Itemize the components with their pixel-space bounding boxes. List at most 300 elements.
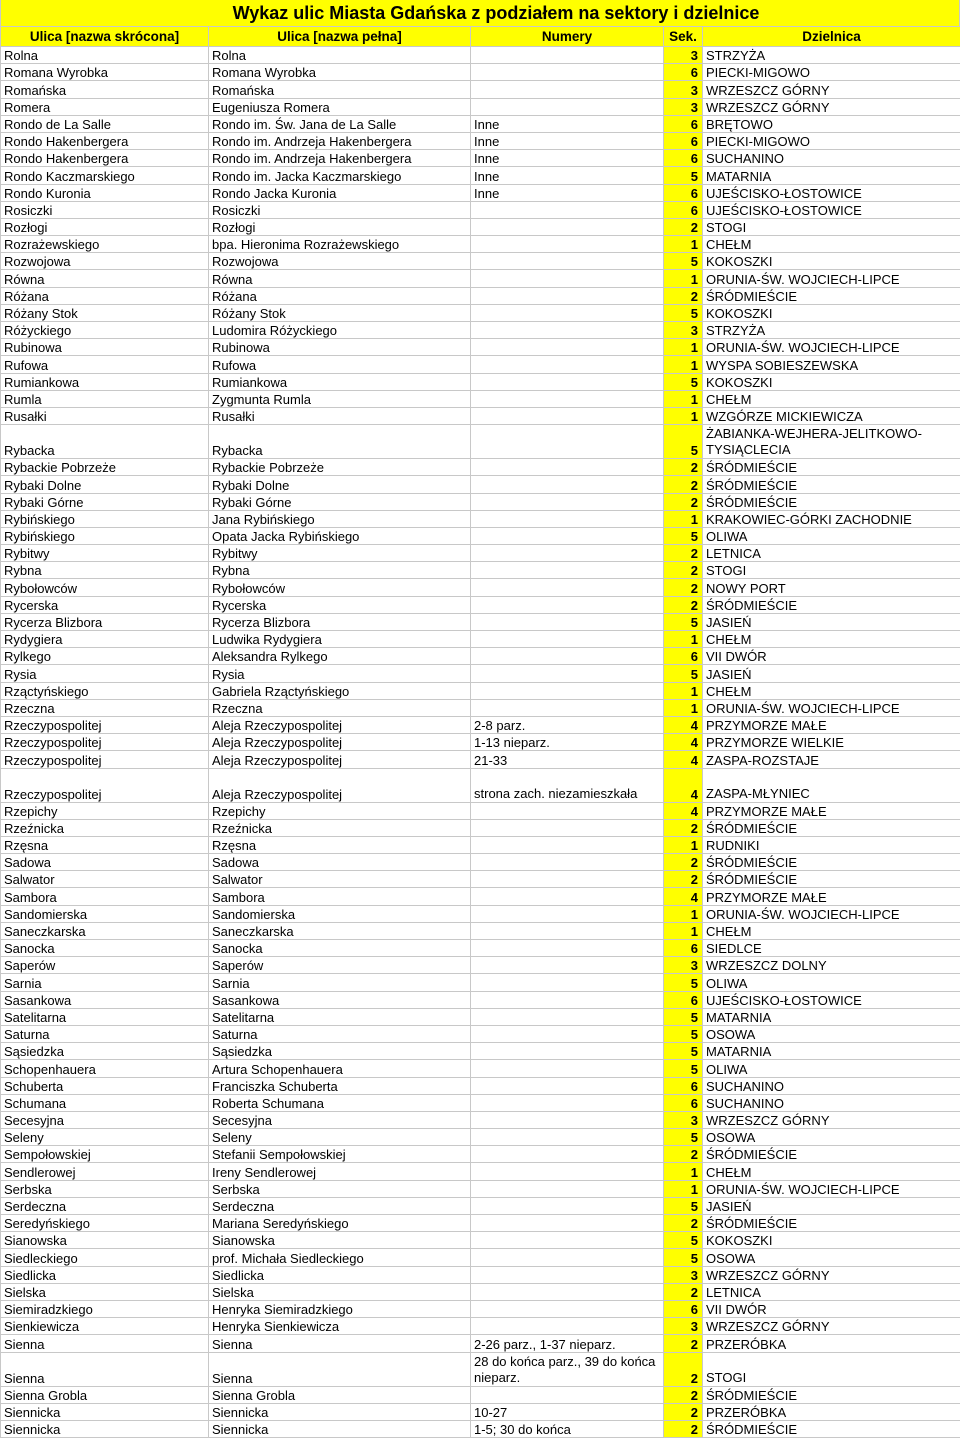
full-name-cell: Sielska [209, 1283, 471, 1300]
district-cell: KOKOSZKI [703, 1232, 960, 1249]
sector-cell: 5 [664, 613, 703, 630]
table-row [1, 1008, 960, 1025]
district-cell: JASIEŃ [703, 1197, 960, 1214]
short-name-cell: Sianowska [1, 1232, 209, 1249]
full-name-cell: Sarnia [209, 974, 471, 991]
table-row [1, 957, 960, 974]
short-name-cell: Sienna Grobla [1, 1386, 209, 1403]
table-row [1, 665, 960, 682]
numbers-cell [471, 1215, 664, 1232]
district-cell: PRZYMORZE MAŁE [703, 802, 960, 819]
short-name-cell: Sempołowskiej [1, 1146, 209, 1163]
full-name-cell: Rybaki Dolne [209, 476, 471, 493]
numbers-cell: Inne [471, 115, 664, 132]
sector-cell: 2 [664, 493, 703, 510]
full-name-cell: Siedlicka [209, 1266, 471, 1283]
full-name-cell: Sąsiedzka [209, 1043, 471, 1060]
sector-cell: 5 [664, 425, 703, 459]
short-name-cell: Rumiankowa [1, 373, 209, 390]
table-row [1, 768, 960, 802]
header-row [1, 27, 960, 47]
table-row [1, 47, 960, 64]
short-name-cell: Różana [1, 287, 209, 304]
numbers-cell [471, 1094, 664, 1111]
district-cell: ŚRÓDMIEŚCIE [703, 1386, 960, 1403]
table-row [1, 854, 960, 871]
numbers-cell [471, 1025, 664, 1042]
numbers-cell [471, 201, 664, 218]
full-name-cell: Równa [209, 270, 471, 287]
table-row [1, 1163, 960, 1180]
short-name-cell: Rzeczypospolitej [1, 751, 209, 768]
sector-cell: 6 [664, 115, 703, 132]
full-name-cell: Sienna [209, 1335, 471, 1352]
sector-cell: 2 [664, 1335, 703, 1352]
short-name-cell: Schuberta [1, 1077, 209, 1094]
full-name-cell: Rybna [209, 562, 471, 579]
district-cell: OSOWA [703, 1129, 960, 1146]
full-name-cell: Rumiankowa [209, 373, 471, 390]
short-name-cell: Rydygiera [1, 631, 209, 648]
numbers-cell: Inne [471, 132, 664, 149]
full-name-cell: Rozłogi [209, 218, 471, 235]
short-name-cell: Siedleckiego [1, 1249, 209, 1266]
district-cell: SUCHANINO [703, 1077, 960, 1094]
sector-cell: 5 [664, 527, 703, 544]
numbers-cell [471, 579, 664, 596]
table-row [1, 1386, 960, 1403]
short-name-cell: Sambora [1, 888, 209, 905]
table-row [1, 596, 960, 613]
short-name-cell: Rondo de La Salle [1, 115, 209, 132]
full-name-cell: Saturna [209, 1025, 471, 1042]
numbers-cell [471, 1283, 664, 1300]
full-name-cell: Rozwojowa [209, 253, 471, 270]
sector-cell: 6 [664, 1077, 703, 1094]
numbers-cell [471, 665, 664, 682]
numbers-cell [471, 527, 664, 544]
numbers-cell [471, 407, 664, 424]
sector-cell: 6 [664, 184, 703, 201]
sector-cell: 1 [664, 922, 703, 939]
district-cell: STOGI [703, 1352, 960, 1386]
table-row [1, 493, 960, 510]
sector-cell: 6 [664, 150, 703, 167]
short-name-cell: Rycerza Blizbora [1, 613, 209, 630]
full-name-cell: Romańska [209, 81, 471, 98]
numbers-cell [471, 836, 664, 853]
header-short-name: Ulica [nazwa skrócona] [1, 27, 209, 47]
full-name-cell: Gabriela Rząctyńskiego [209, 682, 471, 699]
sector-cell: 3 [664, 322, 703, 339]
full-name-cell: Rycerska [209, 596, 471, 613]
district-cell: PRZERÓBKA [703, 1403, 960, 1420]
table-row [1, 579, 960, 596]
short-name-cell: Rybińskiego [1, 527, 209, 544]
full-name-cell: Rysia [209, 665, 471, 682]
short-name-cell: Satelitarna [1, 1008, 209, 1025]
numbers-cell [471, 1008, 664, 1025]
full-name-cell: Sambora [209, 888, 471, 905]
short-name-cell: Rondo Hakenbergera [1, 150, 209, 167]
full-name-cell: Rzeczna [209, 699, 471, 716]
table-row [1, 562, 960, 579]
numbers-cell [471, 476, 664, 493]
numbers-cell [471, 1180, 664, 1197]
numbers-cell [471, 64, 664, 81]
district-cell: KOKOSZKI [703, 253, 960, 270]
sector-cell: 1 [664, 836, 703, 853]
table-row [1, 356, 960, 373]
short-name-cell: Równa [1, 270, 209, 287]
full-name-cell: Sanocka [209, 940, 471, 957]
sector-cell: 4 [664, 734, 703, 751]
full-name-cell: Zygmunta Rumla [209, 390, 471, 407]
full-name-cell: Aleja Rzeczypospolitej [209, 716, 471, 733]
district-cell: SIEDLCE [703, 940, 960, 957]
table-row [1, 115, 960, 132]
table-row [1, 322, 960, 339]
short-name-cell: Rybna [1, 562, 209, 579]
short-name-cell: Secesyjna [1, 1111, 209, 1128]
sector-cell: 4 [664, 768, 703, 802]
short-name-cell: Rondo Kuronia [1, 184, 209, 201]
table-row [1, 1215, 960, 1232]
numbers-cell [471, 1077, 664, 1094]
header-sector: Sek. [664, 27, 703, 47]
streets-table [0, 26, 960, 1438]
full-name-cell: Rybołowców [209, 579, 471, 596]
short-name-cell: Saperów [1, 957, 209, 974]
numbers-cell [471, 1060, 664, 1077]
table-row [1, 699, 960, 716]
numbers-cell [471, 304, 664, 321]
short-name-cell: Rzeczypospolitej [1, 768, 209, 802]
document-title: Wykaz ulic Miasta Gdańska z podziałem na sektory i dzielnice [232, 3, 760, 23]
table-row [1, 734, 960, 751]
full-name-cell: Henryka Sienkiewicza [209, 1318, 471, 1335]
full-name-cell: Sandomierska [209, 905, 471, 922]
short-name-cell: Romera [1, 98, 209, 115]
short-name-cell: Rzeczna [1, 699, 209, 716]
numbers-cell [471, 425, 664, 459]
district-cell: CHEŁM [703, 682, 960, 699]
short-name-cell: Rybaki Dolne [1, 476, 209, 493]
district-cell: PRZYMORZE WIELKIE [703, 734, 960, 751]
header-numbers: Numery [471, 27, 664, 47]
full-name-cell: Serbska [209, 1180, 471, 1197]
table-row [1, 184, 960, 201]
numbers-cell [471, 287, 664, 304]
table-row [1, 132, 960, 149]
short-name-cell: Rylkego [1, 648, 209, 665]
table-row [1, 270, 960, 287]
sector-cell: 5 [664, 1008, 703, 1025]
numbers-cell [471, 373, 664, 390]
district-cell: UJEŚCISKO-ŁOSTOWICE [703, 184, 960, 201]
district-cell: STOGI [703, 218, 960, 235]
table-row [1, 905, 960, 922]
short-name-cell: Saturna [1, 1025, 209, 1042]
district-cell: PRZYMORZE MAŁE [703, 716, 960, 733]
short-name-cell: Rybitwy [1, 545, 209, 562]
table-row [1, 974, 960, 991]
table-row [1, 751, 960, 768]
table-row [1, 871, 960, 888]
short-name-cell: Różyckiego [1, 322, 209, 339]
district-cell: WRZESZCZ GÓRNY [703, 1318, 960, 1335]
numbers-cell [471, 991, 664, 1008]
short-name-cell: Sanocka [1, 940, 209, 957]
full-name-cell: Aleksandra Rylkego [209, 648, 471, 665]
table-row [1, 1283, 960, 1300]
short-name-cell: Sadowa [1, 854, 209, 871]
numbers-cell [471, 356, 664, 373]
table-row [1, 373, 960, 390]
full-name-cell: Rzepichy [209, 802, 471, 819]
numbers-cell [471, 545, 664, 562]
numbers-cell [471, 819, 664, 836]
sector-cell: 5 [664, 304, 703, 321]
sector-cell: 1 [664, 631, 703, 648]
district-cell: KOKOSZKI [703, 373, 960, 390]
district-cell: NOWY PORT [703, 579, 960, 596]
sector-cell: 2 [664, 562, 703, 579]
table-row [1, 527, 960, 544]
sector-cell: 3 [664, 47, 703, 64]
short-name-cell: Rozłogi [1, 218, 209, 235]
short-name-cell: Rzepichy [1, 802, 209, 819]
short-name-cell: Rondo Hakenbergera [1, 132, 209, 149]
table-row [1, 991, 960, 1008]
sector-cell: 5 [664, 1043, 703, 1060]
numbers-cell [471, 699, 664, 716]
table-row [1, 631, 960, 648]
sector-cell: 2 [664, 1403, 703, 1420]
numbers-cell [471, 1266, 664, 1283]
full-name-cell: Sasankowa [209, 991, 471, 1008]
full-name-cell: Aleja Rzeczypospolitej [209, 734, 471, 751]
numbers-cell [471, 1232, 664, 1249]
district-cell: UJEŚCISKO-ŁOSTOWICE [703, 201, 960, 218]
numbers-cell [471, 957, 664, 974]
short-name-cell: Schopenhauera [1, 1060, 209, 1077]
table-row [1, 1335, 960, 1352]
district-cell: ŚRÓDMIEŚCIE [703, 493, 960, 510]
full-name-cell: Franciszka Schuberta [209, 1077, 471, 1094]
sector-cell: 5 [664, 1249, 703, 1266]
sector-cell: 5 [664, 665, 703, 682]
numbers-cell [471, 98, 664, 115]
numbers-cell: Inne [471, 150, 664, 167]
numbers-cell [471, 270, 664, 287]
numbers-cell [471, 888, 664, 905]
table-row [1, 253, 960, 270]
full-name-cell: Rufowa [209, 356, 471, 373]
sector-cell: 4 [664, 716, 703, 733]
sector-cell: 2 [664, 579, 703, 596]
numbers-cell [471, 648, 664, 665]
full-name-cell: Romana Wyrobka [209, 64, 471, 81]
sector-cell: 1 [664, 1163, 703, 1180]
sector-cell: 1 [664, 270, 703, 287]
full-name-cell: Ireny Sendlerowej [209, 1163, 471, 1180]
sector-cell: 6 [664, 1094, 703, 1111]
table-row [1, 1249, 960, 1266]
full-name-cell: Rondo im. Andrzeja Hakenbergera [209, 150, 471, 167]
short-name-cell: Romańska [1, 81, 209, 98]
table-row [1, 218, 960, 235]
district-cell: OSOWA [703, 1025, 960, 1042]
district-cell: CHEŁM [703, 236, 960, 253]
numbers-cell [471, 1249, 664, 1266]
table-row [1, 287, 960, 304]
district-cell: UJEŚCISKO-ŁOSTOWICE [703, 991, 960, 1008]
district-cell: OLIWA [703, 974, 960, 991]
numbers-cell [471, 339, 664, 356]
full-name-cell: Secesyjna [209, 1111, 471, 1128]
district-cell: WYSPA SOBIESZEWSKA [703, 356, 960, 373]
table-row [1, 476, 960, 493]
district-cell: ŚRÓDMIEŚCIE [703, 1146, 960, 1163]
full-name-cell: Serdeczna [209, 1197, 471, 1214]
district-cell: ORUNIA-ŚW. WOJCIECH-LIPCE [703, 270, 960, 287]
district-cell: STRZYŻA [703, 322, 960, 339]
sector-cell: 1 [664, 236, 703, 253]
numbers-cell [471, 493, 664, 510]
full-name-cell: Stefanii Sempołowskiej [209, 1146, 471, 1163]
full-name-cell: Artura Schopenhauera [209, 1060, 471, 1077]
numbers-cell [471, 1163, 664, 1180]
sector-cell: 3 [664, 1318, 703, 1335]
numbers-cell [471, 322, 664, 339]
table-row [1, 339, 960, 356]
full-name-cell: Salwator [209, 871, 471, 888]
short-name-cell: Serbska [1, 1180, 209, 1197]
district-cell: VII DWÓR [703, 648, 960, 665]
table-row [1, 613, 960, 630]
short-name-cell: Salwator [1, 871, 209, 888]
numbers-cell [471, 47, 664, 64]
full-name-cell: Henryka Siemiradzkiego [209, 1300, 471, 1317]
full-name-cell: Rondo im. Andrzeja Hakenbergera [209, 132, 471, 149]
short-name-cell: Sąsiedzka [1, 1043, 209, 1060]
sector-cell: 3 [664, 98, 703, 115]
table-row [1, 1146, 960, 1163]
table-row [1, 1025, 960, 1042]
table-row [1, 545, 960, 562]
table-row [1, 1060, 960, 1077]
sector-cell: 1 [664, 339, 703, 356]
full-name-cell: Ludomira Różyckiego [209, 322, 471, 339]
table-header [1, 27, 960, 47]
numbers-cell: 2-8 parz. [471, 716, 664, 733]
full-name-cell: Siennicka [209, 1420, 471, 1437]
table-row [1, 682, 960, 699]
sector-cell: 2 [664, 871, 703, 888]
sector-cell: 1 [664, 682, 703, 699]
full-name-cell: Seleny [209, 1129, 471, 1146]
short-name-cell: Sandomierska [1, 905, 209, 922]
district-cell: OLIWA [703, 527, 960, 544]
sector-cell: 2 [664, 1283, 703, 1300]
short-name-cell: Siedlicka [1, 1266, 209, 1283]
sector-cell: 5 [664, 1129, 703, 1146]
numbers-cell [471, 236, 664, 253]
sector-cell: 5 [664, 1197, 703, 1214]
short-name-cell: Sielska [1, 1283, 209, 1300]
district-cell: ŻABIANKA-WEJHERA-JELITKOWO-TYSIĄCLECIA [703, 425, 960, 459]
sector-cell: 5 [664, 1060, 703, 1077]
district-cell: LETNICA [703, 545, 960, 562]
table-row [1, 1403, 960, 1420]
short-name-cell: Serdeczna [1, 1197, 209, 1214]
sector-cell: 1 [664, 699, 703, 716]
district-cell: KOKOSZKI [703, 304, 960, 321]
district-cell: WRZESZCZ GÓRNY [703, 1266, 960, 1283]
district-cell: PIECKI-MIGOWO [703, 64, 960, 81]
full-name-cell: Rosiczki [209, 201, 471, 218]
sector-cell: 2 [664, 1420, 703, 1437]
sector-cell: 6 [664, 1300, 703, 1317]
sector-cell: 2 [664, 596, 703, 613]
numbers-cell [471, 390, 664, 407]
short-name-cell: Rusałki [1, 407, 209, 424]
numbers-cell [471, 1146, 664, 1163]
district-cell: ŚRÓDMIEŚCIE [703, 459, 960, 476]
sector-cell: 2 [664, 459, 703, 476]
sector-cell: 3 [664, 1266, 703, 1283]
numbers-cell [471, 1386, 664, 1403]
sector-cell: 2 [664, 545, 703, 562]
sector-cell: 4 [664, 751, 703, 768]
numbers-cell [471, 218, 664, 235]
table-row [1, 167, 960, 184]
district-cell: WRZESZCZ GÓRNY [703, 98, 960, 115]
numbers-cell [471, 1111, 664, 1128]
short-name-cell: Rzeczypospolitej [1, 734, 209, 751]
table-row [1, 648, 960, 665]
sector-cell: 6 [664, 201, 703, 218]
district-cell: CHEŁM [703, 922, 960, 939]
sector-cell: 6 [664, 648, 703, 665]
district-cell: PRZERÓBKA [703, 1335, 960, 1352]
district-cell: STRZYŻA [703, 47, 960, 64]
numbers-cell [471, 974, 664, 991]
full-name-cell: Rybackie Pobrzeże [209, 459, 471, 476]
short-name-cell: Sienna [1, 1335, 209, 1352]
table-row [1, 1300, 960, 1317]
numbers-cell: 10-27 [471, 1403, 664, 1420]
numbers-cell [471, 1043, 664, 1060]
district-cell: OSOWA [703, 1249, 960, 1266]
table-row [1, 1420, 960, 1437]
table-row [1, 819, 960, 836]
short-name-cell: Różany Stok [1, 304, 209, 321]
district-cell: CHEŁM [703, 390, 960, 407]
full-name-cell: Saperów [209, 957, 471, 974]
header-full-name: Ulica [nazwa pełna] [209, 27, 471, 47]
district-cell: ŚRÓDMIEŚCIE [703, 871, 960, 888]
district-cell: OLIWA [703, 1060, 960, 1077]
table-row [1, 922, 960, 939]
short-name-cell: Sendlerowej [1, 1163, 209, 1180]
table-row [1, 98, 960, 115]
short-name-cell: Rozwojowa [1, 253, 209, 270]
sector-cell: 2 [664, 819, 703, 836]
district-cell: WRZESZCZ GÓRNY [703, 81, 960, 98]
table-row [1, 1180, 960, 1197]
